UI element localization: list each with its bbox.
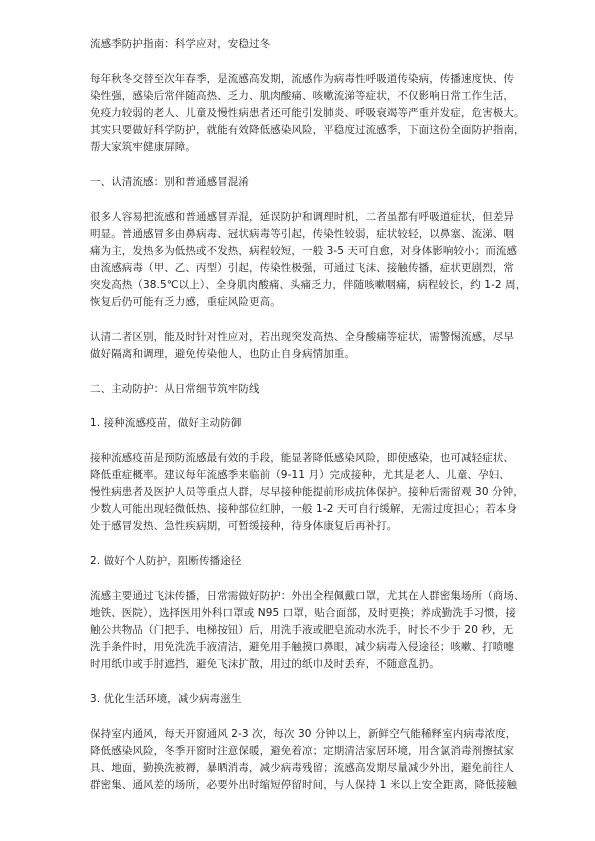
- paragraph-line: 降低重症概率。建议每年流感季来临前（9-11 月）完成接种，尤其是老人、儿童、孕妇、: [90, 469, 510, 481]
- paragraph-line: 保持室内通风，每天开窗通风 2-3 次，每次 30 分钟以上，新鲜空气能稀释室内病毒浓度，: [90, 728, 517, 740]
- section-heading: 二、主动防护：从日常细节筑牢防线: [90, 383, 260, 395]
- paragraph-line: 洗手条件时，用免洗洗手液清洁，避免用手触摸口鼻眼，减少病毒入侵途径；咳嗽、打喷嚏: [90, 641, 514, 653]
- paragraph-line: 时用纸巾或手肘遮挡，避免飞沫扩散，用过的纸巾及时丢弃，不随意乱扔。: [90, 658, 440, 670]
- subsection-heading: 1. 接种流感疫苗，做好主动防御: [90, 417, 242, 429]
- section-heading: 一、认清流感：别和普通感冒混淆: [90, 176, 249, 188]
- paragraph-line: 痛为主，发热多为低热或不发热，病程较短，一般 3-5 天可自愈，对身体影响较小；而流感: [90, 245, 518, 257]
- paragraph-line: 降低感染风险，冬季开窗时注意保暖，避免着凉；定期清洁家居环境，用含氯消毒剂擦拭家: [90, 745, 514, 757]
- paragraph-line: 做好隔离和调理，避免传染他人，也防止自身病情加重。: [90, 348, 355, 360]
- intro-line: 其实只要做好科学防护，就能有效降低感染风险，平稳度过流感季，下面这份全面防护指南，: [90, 124, 525, 136]
- paragraph-line: 地铁、医院），选择医用外科口罩或 N95 口罩，贴合面部，及时更换；养成勤洗手习惯，接: [90, 607, 516, 619]
- subsection-heading: 3. 优化生活环境，减少病毒滋生: [90, 693, 242, 705]
- subsection-heading: 2. 做好个人防护，阻断传播途径: [90, 555, 242, 567]
- paragraph-line: 具、地面，勤换洗被褥，暴晒消毒，减少病毒残留；流感高发期尽量减少外出，避免前往人: [90, 762, 514, 774]
- document-title: 流感季防护指南：科学应对，安稳过冬: [90, 38, 271, 50]
- paragraph-line: 认清二者区别，能及时针对性应对，若出现突发高热、全身酸痛等症状，需警惕流感，尽早: [90, 331, 514, 343]
- paragraph-line: 处于感冒发热、急性疾病期，可暂缓接种，待身体康复后再补打。: [90, 520, 398, 532]
- paragraph-line: 触公共物品（门把手、电梯按钮）后，用洗手液或肥皂流动水洗手，时长不少于 20 秒，无: [90, 624, 514, 636]
- paragraph-line: 少数人可能出现轻微低热、接种部位红肿，一般 1-2 天可自行缓解，无需过度担心；若本身: [90, 503, 518, 515]
- paragraph-line: 流感主要通过飞沫传播，日常需做好防护：外出全程佩戴口罩，尤其在人群密集场所（商场、: [90, 590, 525, 602]
- paragraph-line: 突发高热（38.5℃以上）、全身肌肉酸痛、头痛乏力，伴随咳嗽咽痛，病程较长，约 1-2 周，: [90, 279, 527, 291]
- paragraph-line: 很多人容易把流感和普通感冒弄混，延误防护和调理时机，二者虽都有呼吸道症状，但差异: [90, 211, 514, 223]
- intro-line: 每年秋冬交替至次年春季，是流感高发期，流感作为病毒性呼吸道传染病，传播速度快、传: [90, 73, 514, 85]
- paragraph-line: 群密集、通风差的场所，必要外出时缩短停留时间，与人保持 1 米以上安全距离，降低接触: [90, 779, 518, 791]
- intro-line: 染性强，感染后常伴随高热、乏力、肌肉酸痛、咳嗽流涕等症状，不仅影响日常工作生活，: [90, 90, 514, 102]
- intro-line: 帮大家筑牢健康屏障。: [90, 141, 196, 153]
- paragraph-line: 恢复后仍可能有乏力感，重症风险更高。: [90, 296, 281, 308]
- paragraph-line: 接种流感疫苗是预防流感最有效的手段，能显著降低感染风险，即使感染，也可减轻症状、: [90, 452, 514, 464]
- paragraph-line: 慢性病患者及医护人员等重点人群，尽早接种能提前形成抗体保护。接种后需留观 30 分钟，: [90, 486, 524, 498]
- paragraph-line: 由流感病毒（甲、乙、丙型）引起，传染性极强，可通过飞沫、接触传播，症状更剧烈，常: [90, 262, 514, 274]
- paragraph-line: 明显。普通感冒多由鼻病毒、冠状病毒等引起，传染性较弱，症状较轻，以鼻塞、流涕、咽: [90, 228, 514, 240]
- intro-line: 免疫力较弱的老人、儿童及慢性病患者还可能引发肺炎、呼吸衰竭等严重并发症，危害极大。: [90, 107, 525, 119]
